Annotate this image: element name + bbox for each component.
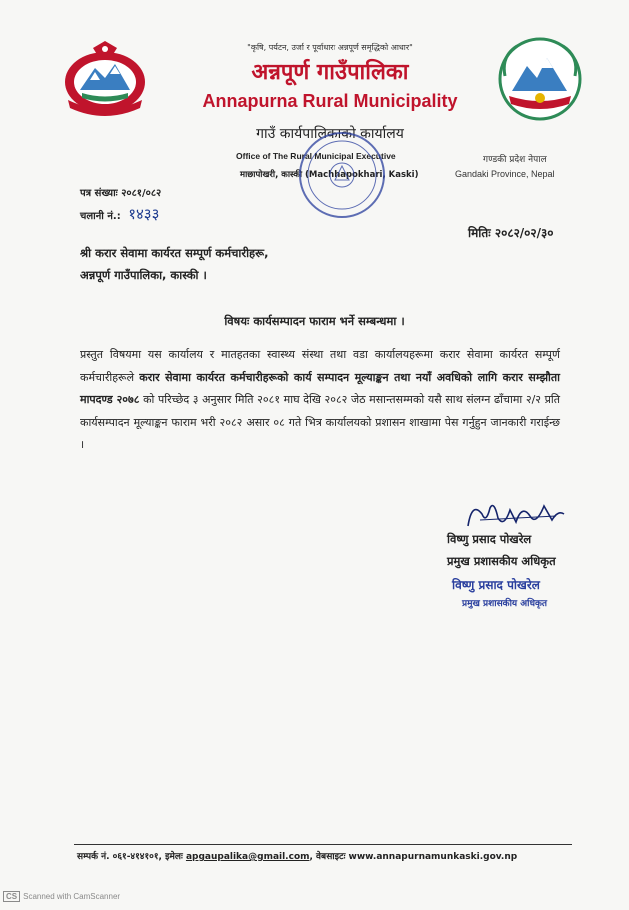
nepal-emblem-icon <box>60 38 150 116</box>
patra-sankhya <box>80 185 161 199</box>
office-address: माछापोखरी, कास्की (Machhapokhari, Kaski) <box>240 170 419 180</box>
municipality-name-english: Annapurna Rural Municipality <box>202 91 458 111</box>
letter-body <box>80 344 560 457</box>
recipient-line-2: अन्नपूर्ण गाउँपालिका, कास्की । <box>80 268 207 282</box>
office-name-nepali: गाउँ कार्यपालिकाको कार्यालय <box>256 126 404 142</box>
scanner-text: Scanned with CamScanner <box>23 892 121 901</box>
footer-website-link[interactable]: www.annapurnamunkaski.gov.np <box>348 852 518 862</box>
chalani-value: १४३३ <box>128 205 160 223</box>
signatory-stamp-title: प्रमुख प्रशासकीय अधिकृत <box>462 599 548 609</box>
municipality-motto: "कृषि, पर्यटन, उर्जा र पूर्वाधारः अन्नपूर्ण समृद्धिको आधार" <box>247 43 413 52</box>
letter-date <box>468 224 554 241</box>
patra-label: पत्र संख्याः <box>80 188 118 199</box>
province-nepali: गण्डकी प्रदेश नेपाल <box>483 155 547 165</box>
body-part-1: प्रस्तुत विषयमा यस कार्यालय र मातहतका स्वास्थ्य संस्था तथा वडा कार्यालयहरूमा करार सेवामा कार्यरत सम्पूर्ण कर्मचारीहरूले <box>80 348 560 384</box>
footer-contact: सम्पर्क नं. ०६१-४१४१०१, इमेलः <box>77 852 183 862</box>
signatory-stamp-name: विष्णु प्रसाद पोखरेल <box>452 578 540 592</box>
signatory-name: विष्णु प्रसाद पोखरेल <box>447 532 532 546</box>
province-english: Gandaki Province, Nepal <box>455 169 555 179</box>
patra-value: २०८१/०८२ <box>121 188 162 199</box>
recipient-line-1: श्री करार सेवामा कार्यरत सम्पूर्ण कर्मचारीहरू, <box>80 246 269 260</box>
footer-divider <box>74 844 572 845</box>
letter-subject: विषयः कार्यसम्पादन फाराम भर्ने सम्बन्धमा । <box>224 314 405 328</box>
municipality-name-nepali: अन्नपूर्ण गाउँपालिका <box>251 60 409 85</box>
camscanner-badge: CS <box>3 891 20 902</box>
handwritten-signature <box>460 496 570 536</box>
body-part-2-bold: करार सेवामा कार्यरत कर्मचारीहरूको कार्य सम्पादन मूल्याङ्कन तथा नयाँ अवधिको लागि करार सम्झौता मापदण्ड २०७८ <box>80 370 561 406</box>
date-value: २०८२/०२/३० <box>494 226 554 240</box>
footer-web-label: , वेबसाइटः <box>309 852 346 862</box>
footer-email-link[interactable]: apgaupalika@gmail.com <box>185 852 310 862</box>
chalani-label: चलानी नं.: <box>80 211 121 222</box>
body-part-3: को परिच्छेद ३ अनुसार मिति २०८१ माघ देखि २०८२ जेठ मसान्तसम्मको यसै साथ संलग्न ढाँचामा २/२ प्रति कार्यसम्पादन मूल्याङ्कन फाराम भरी २०८२ असार ०८ गते भित्र कार्यालयको प्रशासन शाखामा पेस गर्नुहुन जानकारी गराईन्छ । <box>80 393 560 451</box>
signatory-title: प्रमुख प्रशासकीय अधिकृत <box>447 554 556 568</box>
date-label: मितिः <box>468 226 491 240</box>
office-seal-stamp <box>295 128 390 223</box>
scanner-watermark <box>3 891 120 902</box>
letter-footer <box>77 849 517 862</box>
office-name-english: Office of The Rural Municipal Executive <box>236 151 396 161</box>
chalani-number <box>80 204 159 224</box>
